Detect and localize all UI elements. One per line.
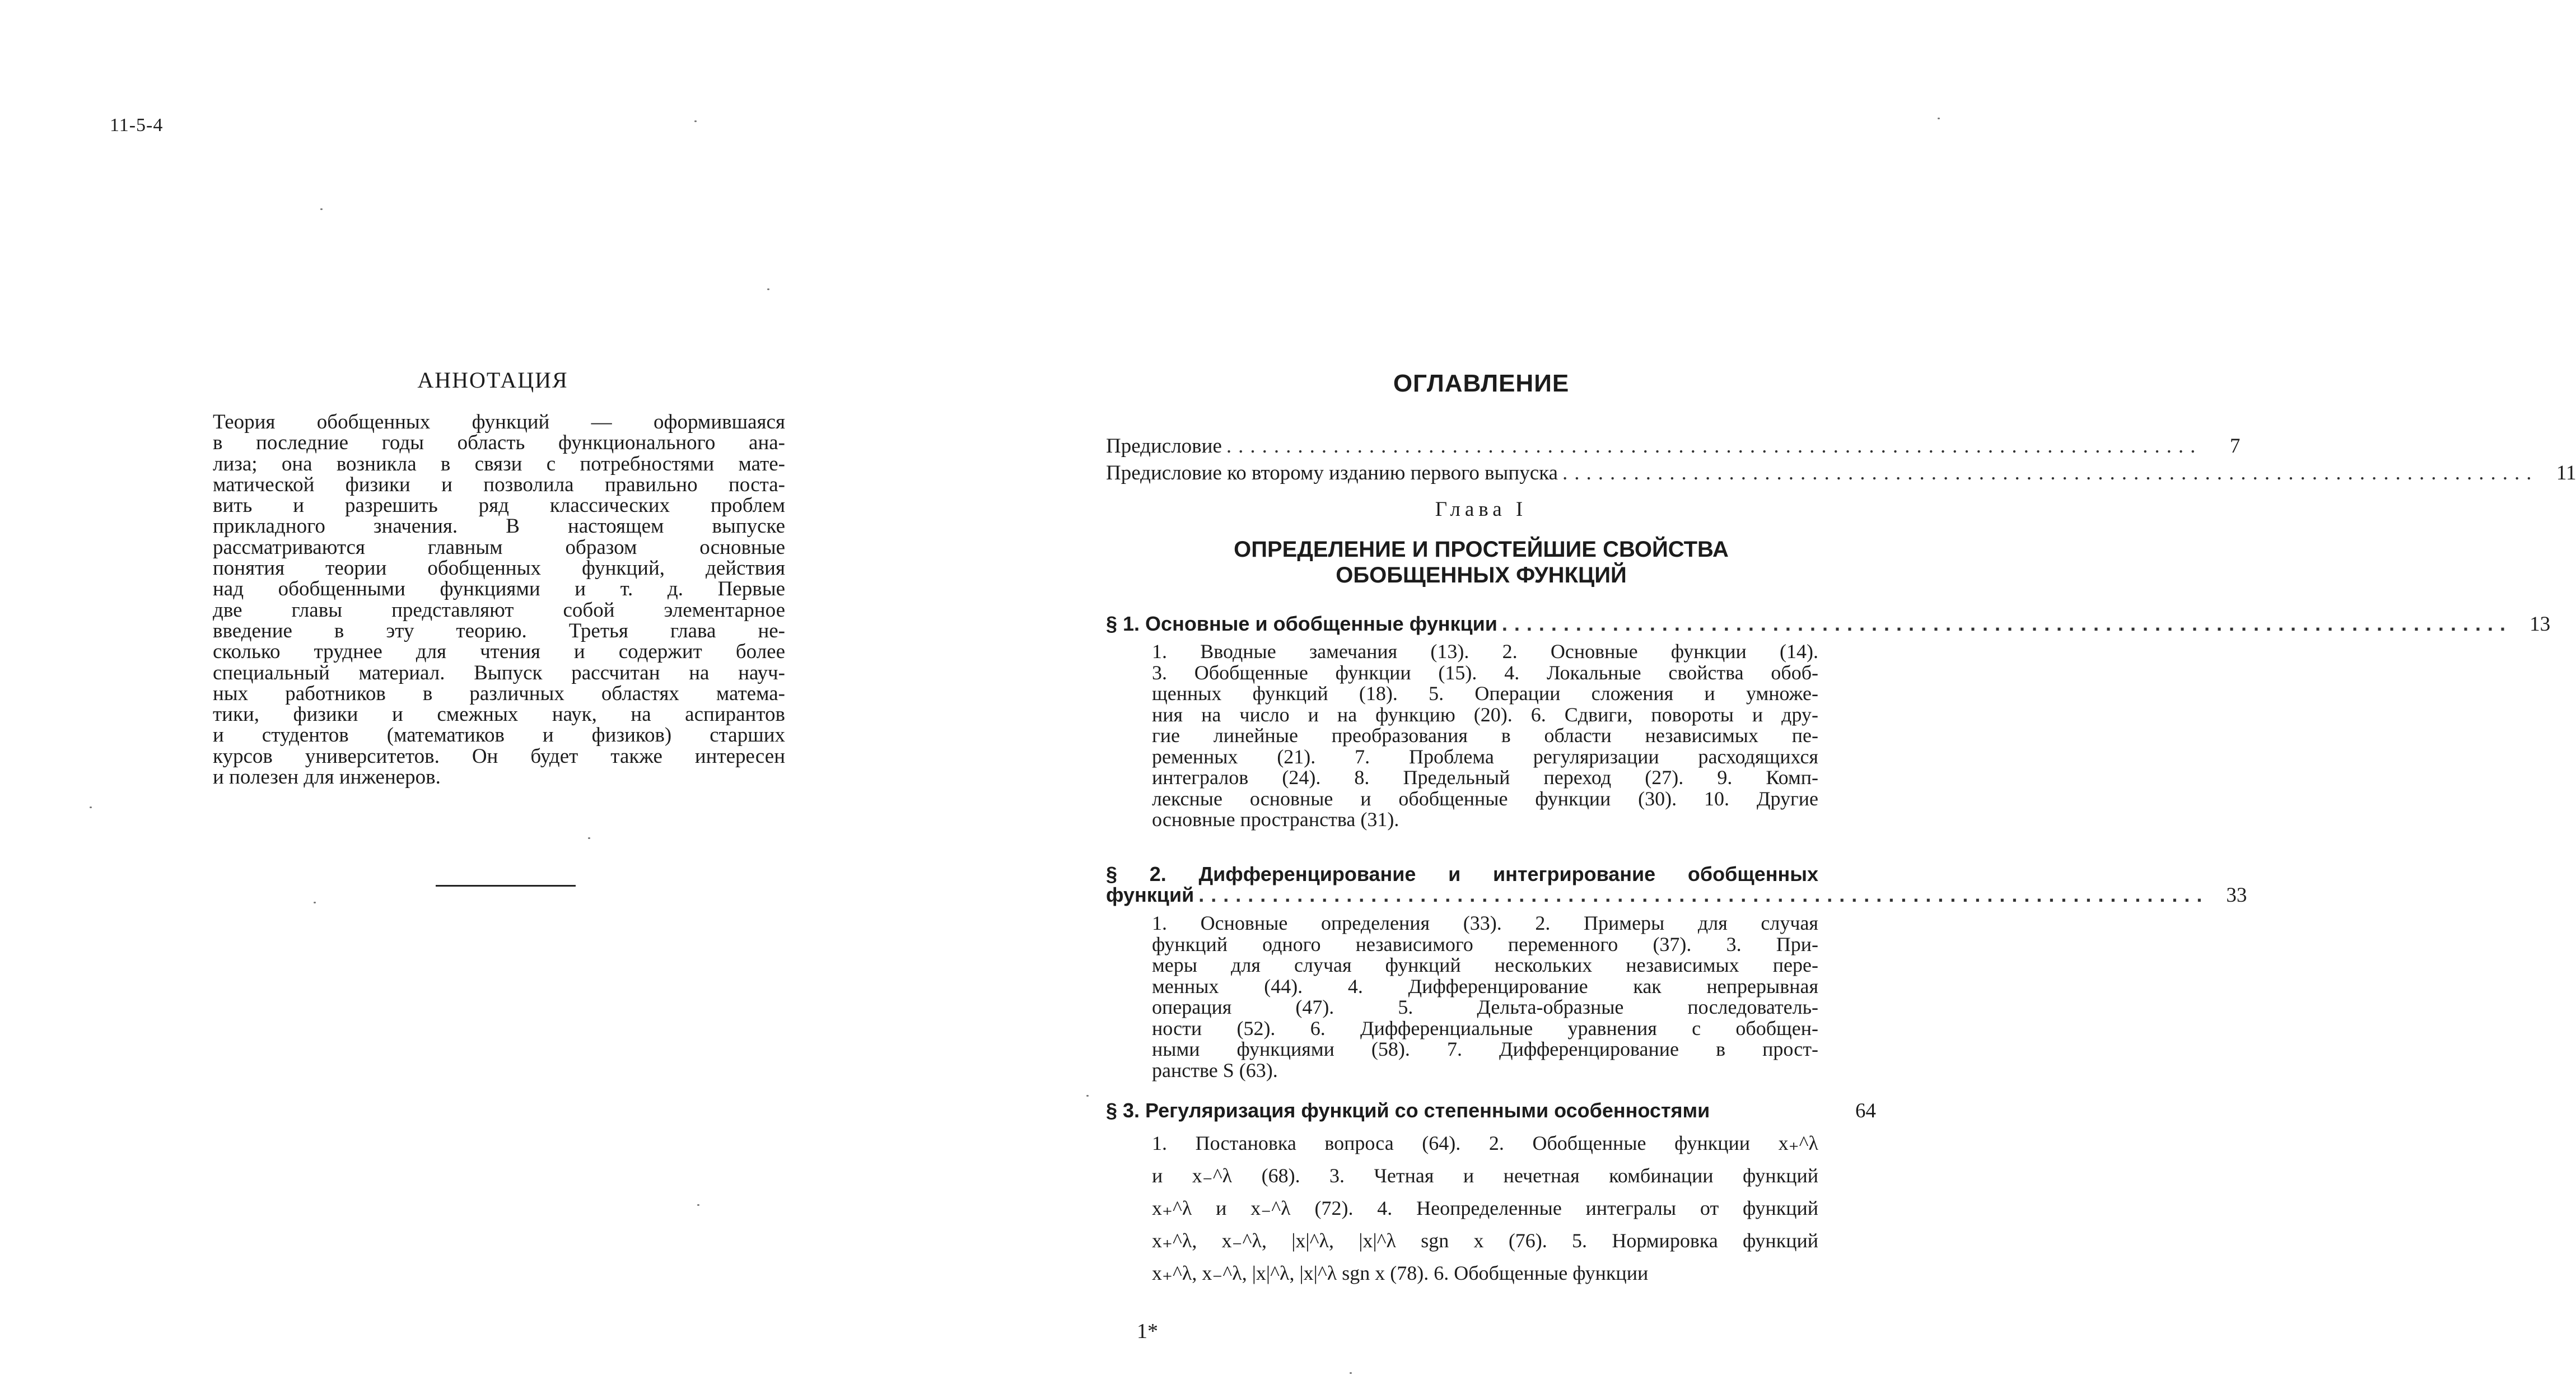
chapter-label: Глава I [1435,498,1528,521]
chapter-title [1103,537,1859,588]
scan-speck [1350,1372,1352,1374]
dot-leader: .................................................................................. [1562,462,2538,484]
scan-speck [1938,118,1940,119]
signature-mark: 1* [1137,1320,1158,1343]
toc-entry-page: 7 [2229,435,2241,458]
text-line: и x₋^λ (68). 3. Четная и нечетная комбинации функций [1152,1164,1818,1187]
text-line: 1. Основные определения (33). 2. Примеры для случая [1152,912,1818,934]
scan-speck [588,837,590,839]
toc-entry-preface2 [1106,461,2576,485]
text-line: Теория обобщенных функций — оформившаяся [213,411,785,434]
scan-speck [1086,1095,1089,1097]
text-line: функций одного независимого переменного (37). 3. При- [1152,933,1818,955]
text-line: 3. Обобщенные функции (15). 4. Локальные свойства обоб- [1152,661,1818,684]
text-line: введение в эту теорию. Третья глава не- [213,619,785,642]
text-line: гие линейные преобразования в области независимых пе- [1152,724,1818,747]
text-line: рассматриваются главным образом основные [213,535,785,559]
text-line: интегралов (24). 8. Предельный переход (27). 9. Комп- [1152,766,1818,789]
text-line: над обобщенными функциями и т. д. Первые [213,577,785,601]
scan-speck [314,902,316,903]
text-line: ния на число и на функцию (20). 6. Сдвиги, повороты и дру- [1152,703,1818,726]
text-line: и студентов (математиков и физиков) старших [213,724,785,747]
toc-section-page: 33 [2226,884,2247,907]
text-line: x₊^λ, x₋^λ, |x|^λ, |x|^λ sgn x (76). 5. Нормировка функций [1152,1229,1818,1252]
text-line: щенных функций (18). 5. Операции сложения и умноже- [1152,682,1818,705]
toc-section-label: § 1. Основные и обобщенные функции [1106,612,1497,635]
text-line: ными функциями (58). 7. Дифференцирование в прост- [1152,1038,1818,1060]
section-1-contents [1152,641,1818,831]
text-line: меры для случая функций нескольких независимых пере- [1152,954,1818,976]
toc-entry-label: Предисловие ко второму изданию первого выпуска [1106,462,1558,484]
text-line: основные пространства (31). [1152,808,1399,831]
chapter-title-line: ОБОБЩЕННЫХ ФУНКЦИЙ [1336,563,1627,588]
toc-section-1 [1106,612,2551,636]
dot-leader: .................................................................................. [1226,435,2202,458]
annotation-title: АННОТАЦИЯ [417,367,568,393]
toc-section-2 [1106,883,2247,907]
dot-leader: .................................................................................. [1501,612,2513,635]
text-line: понятия теории обобщенных функций, действия [213,557,785,580]
toc-entry-preface [1106,434,2241,458]
text-line: специальный материал. Выпуск рассчитан на науч- [213,661,785,684]
text-line: сколько труднее для чтения и содержит более [213,640,785,664]
scan-speck [320,208,323,210]
toc-section-page: 64 [1855,1099,1876,1122]
dot-leader: .................................................................................. [1198,883,2209,906]
scan-speck [90,807,92,808]
text-line: прикладного значения. В настоящем выпуске [213,515,785,538]
text-line: лексные основные и обобщенные функции (30). 10. Другие [1152,787,1818,810]
text-line: в последние годы область функционального ана- [213,431,785,455]
toc-entry-page: 11 [2556,462,2576,484]
text-line: менных (44). 4. Дифференцирование как непрерывная [1152,975,1818,998]
text-line: курсов университетов. Он будет также интересен [213,744,785,768]
toc-section-page: 13 [2530,613,2551,636]
scan-speck [694,120,697,122]
text-line: лиза; она возникла в связи с потребностями мате- [213,452,785,476]
toc-section-3 [1106,1099,1876,1123]
scan-speck [767,288,769,290]
toc-section-label: функций [1106,883,1194,906]
text-line: и полезен для инженеров. [213,766,441,789]
text-line: ременных (21). 7. Проблема регуляризации расходящихся [1152,745,1818,768]
text-line: x₊^λ, x₋^λ, |x|^λ, |x|^λ sgn x (78). 6. Обобщенные функции [1152,1262,1649,1284]
text-line: 1. Вводные замечания (13). 2. Основные функции (14). [1152,640,1818,663]
text-line: две главы представляют собой элементарное [213,598,785,622]
catalog-code: 11-5-4 [110,115,164,136]
text-line: ности (52). 6. Дифференциальные уравнения с обобщен- [1152,1017,1818,1040]
text-line: тики, физики и смежных наук, на аспирантов [213,703,785,726]
text-line: матической физики и позволила правильно поста- [213,473,785,496]
text-line: ных работников в различных областях матема- [213,682,785,705]
toc-title: ОГЛАВЛЕНИЕ [1393,370,1570,397]
scan-speck [697,1204,699,1206]
annotation-body [213,412,785,787]
text-line: x₊^λ и x₋^λ (72). 4. Неопределенные интегралы от функций [1152,1197,1818,1219]
toc-section-2-title-line: § 2. Дифференцирование и интегрирование обобщенных [1106,863,1818,885]
text-line: вить и разрешить ряд классических проблем [213,494,785,518]
section-2-contents [1152,913,1818,1081]
section-3-contents [1152,1127,1818,1289]
text-line: 1. Постановка вопроса (64). 2. Обобщенные функции x₊^λ [1152,1132,1818,1154]
text-line: ранстве S (63). [1152,1059,1278,1082]
toc-entry-label: Предисловие [1106,435,1222,458]
text-line: операция (47). 5. Дельта-образные последователь- [1152,996,1818,1018]
chapter-title-line: ОПРЕДЕЛЕНИЕ И ПРОСТЕЙШИЕ СВОЙСТВА [1234,537,1729,562]
toc-section-label: § 3. Регуляризация функций со степенными особенностями [1106,1099,1710,1122]
closing-rule [436,885,576,887]
